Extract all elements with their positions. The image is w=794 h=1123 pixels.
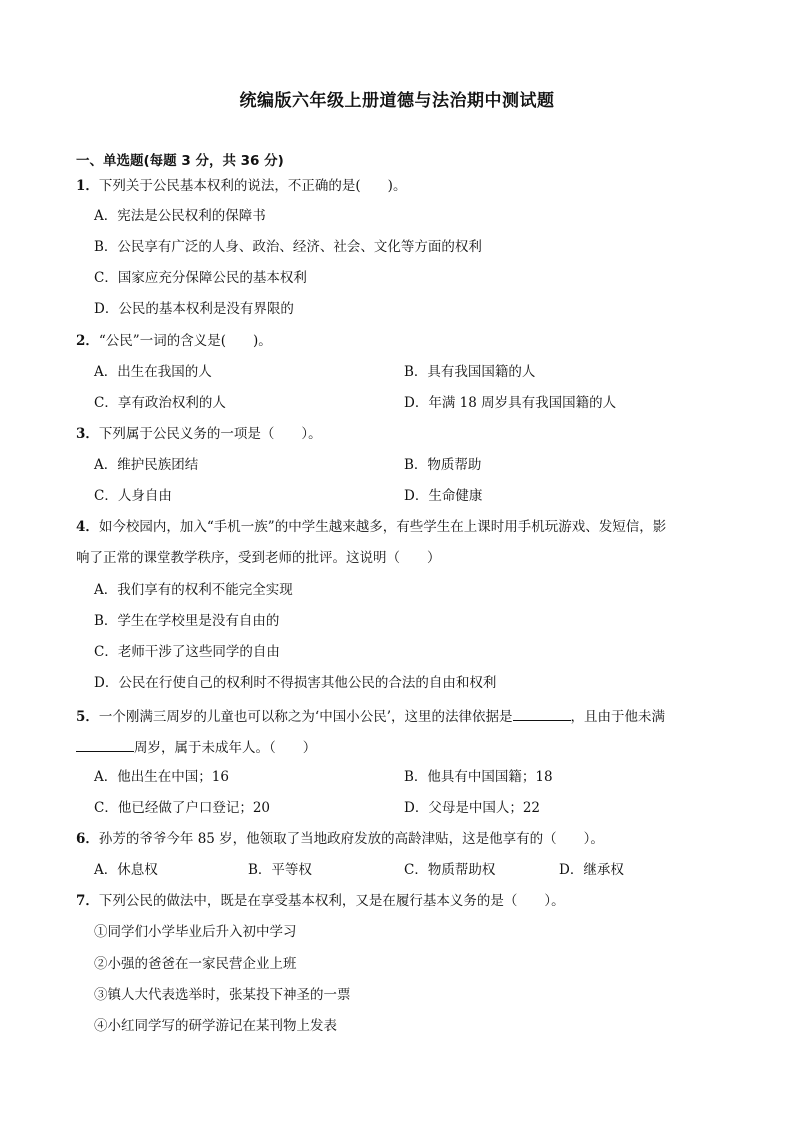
- question-number: 2．: [76, 333, 99, 349]
- question-stem: 周岁，属于未成年人。（ ）: [134, 740, 317, 756]
- question-number: 6．: [76, 831, 99, 847]
- question-stem: 下列关于公民基本权利的说法，不正确的是( )。: [98, 178, 407, 194]
- option: D．继承权: [559, 862, 624, 878]
- question-2: [76, 332, 272, 350]
- option: C．老师干涉了这些同学的自由: [94, 644, 280, 660]
- question-3: [76, 425, 322, 443]
- statement: ①同学们小学毕业后升入初中学习: [94, 924, 297, 940]
- option: A．他出生在中国；16: [94, 769, 229, 785]
- statement: ③镇人大代表选举时，张某投下神圣的一票: [94, 987, 351, 1003]
- section-heading: 一、单选题(每题 3 分，共 36 分): [76, 153, 284, 169]
- question-7: [76, 892, 565, 910]
- question-stem-continued: 响了正常的课堂教学秩序，受到老师的批评。这说明（ ）: [76, 550, 441, 566]
- question-6: [76, 830, 604, 848]
- answer-blank[interactable]: [513, 706, 571, 721]
- option: A．维护民族团结: [94, 457, 199, 473]
- question-stem-continued: [76, 737, 316, 757]
- option: D．年满 18 周岁具有我国国籍的人: [404, 395, 617, 411]
- statement: ②小强的爸爸在一家民营企业上班: [94, 956, 297, 972]
- option: B．他具有中国国籍；18: [404, 769, 553, 785]
- option: D．父母是中国人；22: [404, 800, 541, 816]
- answer-blank[interactable]: [76, 737, 134, 752]
- option: A．休息权: [94, 862, 158, 878]
- option: A．出生在我国的人: [94, 364, 212, 380]
- question-stem: 下列公民的做法中，既是在享受基本权利，又是在履行基本义务的是（ ）。: [98, 893, 565, 909]
- option: C．物质帮助权: [404, 862, 496, 878]
- question-number: 4．: [76, 519, 99, 535]
- option: C．国家应充分保障公民的基本权利: [94, 270, 307, 286]
- option: A．宪法是公民权利的保障书: [94, 208, 266, 224]
- option: B．公民享有广泛的人身、政治、经济、社会、文化等方面的权利: [94, 239, 482, 255]
- question-5: [76, 706, 665, 726]
- option: D．公民在行使自己的权利时不得损害其他公民的合法的自由和权利: [94, 675, 497, 691]
- question-1: [76, 177, 406, 195]
- page-title: 统编版六年级上册道德与法治期中测试题: [239, 91, 555, 111]
- question-number: 1．: [76, 178, 99, 194]
- question-stem: 一个刚满三周岁的儿童也可以称之为‘中国小公民’，这里的法律依据是: [98, 709, 513, 725]
- question-stem: 如今校园内，加入“手机一族”的中学生越来越多，有些学生在上课时用手机玩游戏、发短信，影: [98, 519, 667, 535]
- option: A．我们享有的权利不能完全实现: [94, 582, 293, 598]
- option: C．他已经做了户口登记；20: [94, 800, 271, 816]
- question-stem: 孙芳的爷爷今年 85 岁，他领取了当地政府发放的高龄津贴，这是他享有的（ ）。: [98, 831, 604, 847]
- option: B．平等权: [248, 862, 312, 878]
- question-stem: ，且由于他未满: [570, 709, 665, 725]
- question-number: 3．: [76, 426, 99, 442]
- option: B．学生在学校里是没有自由的: [94, 613, 280, 629]
- statement: ④小红同学写的研学游记在某刊物上发表: [94, 1018, 337, 1034]
- option: C．享有政治权利的人: [94, 395, 226, 411]
- question-stem: “公民”一词的含义是( )。: [98, 333, 272, 349]
- question-number: 7．: [76, 893, 99, 909]
- option: B．物质帮助: [404, 457, 482, 473]
- question-stem: 下列属于公民义务的一项是（ ）。: [98, 426, 322, 442]
- option: D．公民的基本权利是没有界限的: [94, 301, 294, 317]
- question-number: 5．: [76, 709, 99, 725]
- option: D．生命健康: [404, 488, 483, 504]
- question-4: [76, 518, 666, 536]
- option: B．具有我国国籍的人: [404, 364, 536, 380]
- option: C．人身自由: [94, 488, 172, 504]
